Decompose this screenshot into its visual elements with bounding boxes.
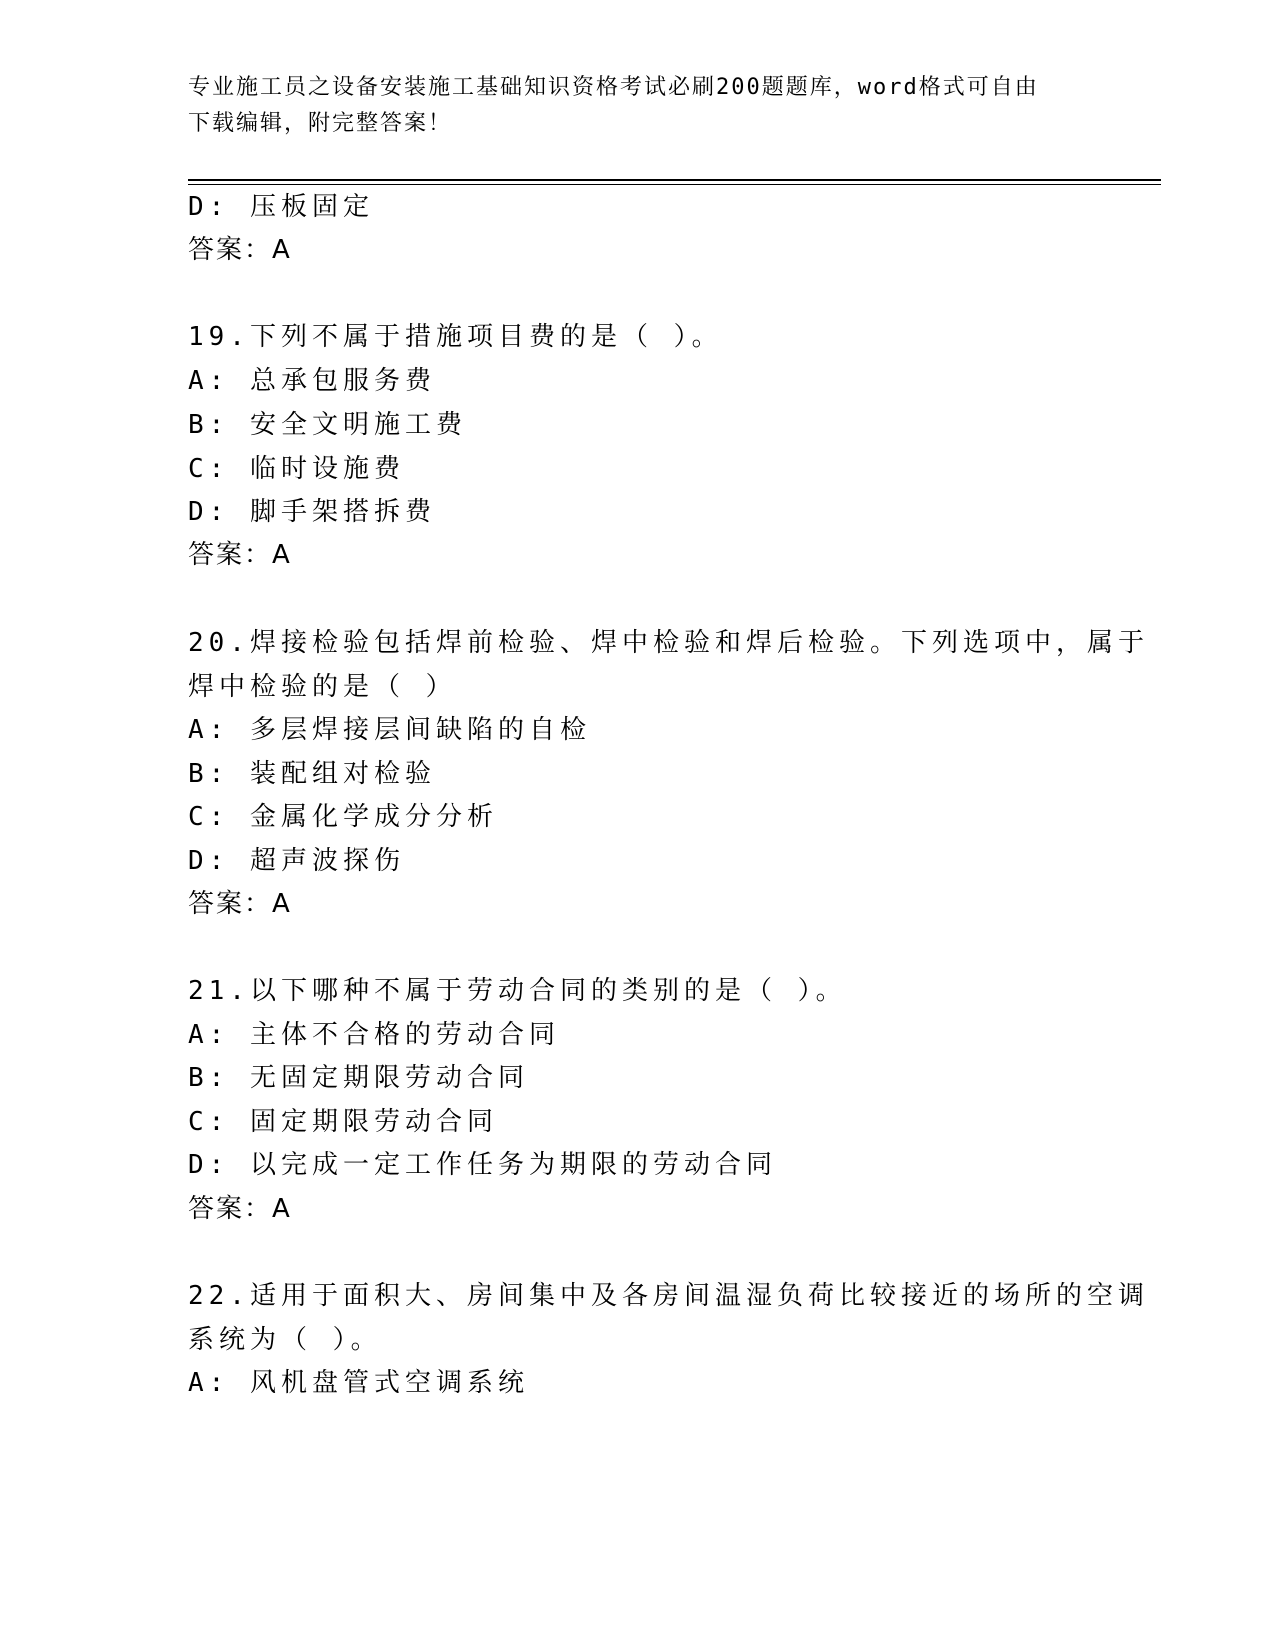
q20-stem-line-2: 焊中检验的是（ ） <box>188 672 457 702</box>
q20-answer: 答案：A <box>188 889 292 919</box>
q19-option-c: C: 临时设施费 <box>188 454 405 484</box>
q19-stem: 19.下列不属于措施项目费的是（ ）。 <box>188 322 723 352</box>
header-divider-thick <box>188 179 1161 181</box>
q21-option-c: C: 固定期限劳动合同 <box>188 1107 498 1137</box>
q20-option-d: D: 超声波探伤 <box>188 846 405 876</box>
q21-answer: 答案：A <box>188 1194 292 1224</box>
q19-option-d: D: 脚手架搭拆费 <box>188 497 436 527</box>
header-line-2: 下载编辑，附完整答案！ <box>188 111 453 136</box>
q21-option-a: A: 主体不合格的劳动合同 <box>188 1020 560 1050</box>
q22-stem-line-2: 系统为（ ）。 <box>188 1325 382 1355</box>
q22-stem-line-1: 22.适用于面积大、房间集中及各房间温湿负荷比较接近的场所的空调 <box>188 1281 1149 1311</box>
q20-option-a: A: 多层焊接层间缺陷的自检 <box>188 715 591 745</box>
header-divider-thin <box>188 184 1161 185</box>
q21-option-d: D: 以完成一定工作任务为期限的劳动合同 <box>188 1150 777 1180</box>
q19-answer: 答案：A <box>188 540 292 570</box>
q21-option-b: B: 无固定期限劳动合同 <box>188 1063 529 1093</box>
header-line-1: 专业施工员之设备安装施工基础知识资格考试必刷200题题库，word格式可自由 <box>188 75 1039 100</box>
q22-option-a: A: 风机盘管式空调系统 <box>188 1368 529 1398</box>
prev-answer: 答案：A <box>188 235 292 265</box>
q19-option-b: B: 安全文明施工费 <box>188 410 467 440</box>
document-header <box>188 70 1088 142</box>
q20-option-b: B: 装配组对检验 <box>188 759 436 789</box>
q19-option-a: A: 总承包服务费 <box>188 366 436 396</box>
q20-option-c: C: 金属化学成分分析 <box>188 802 498 832</box>
q21-stem: 21.以下哪种不属于劳动合同的类别的是（ ）。 <box>188 976 847 1006</box>
q20-stem-line-1: 20.焊接检验包括焊前检验、焊中检验和焊后检验。下列选项中，属于 <box>188 628 1149 658</box>
prev-option-d: D: 压板固定 <box>188 192 374 222</box>
